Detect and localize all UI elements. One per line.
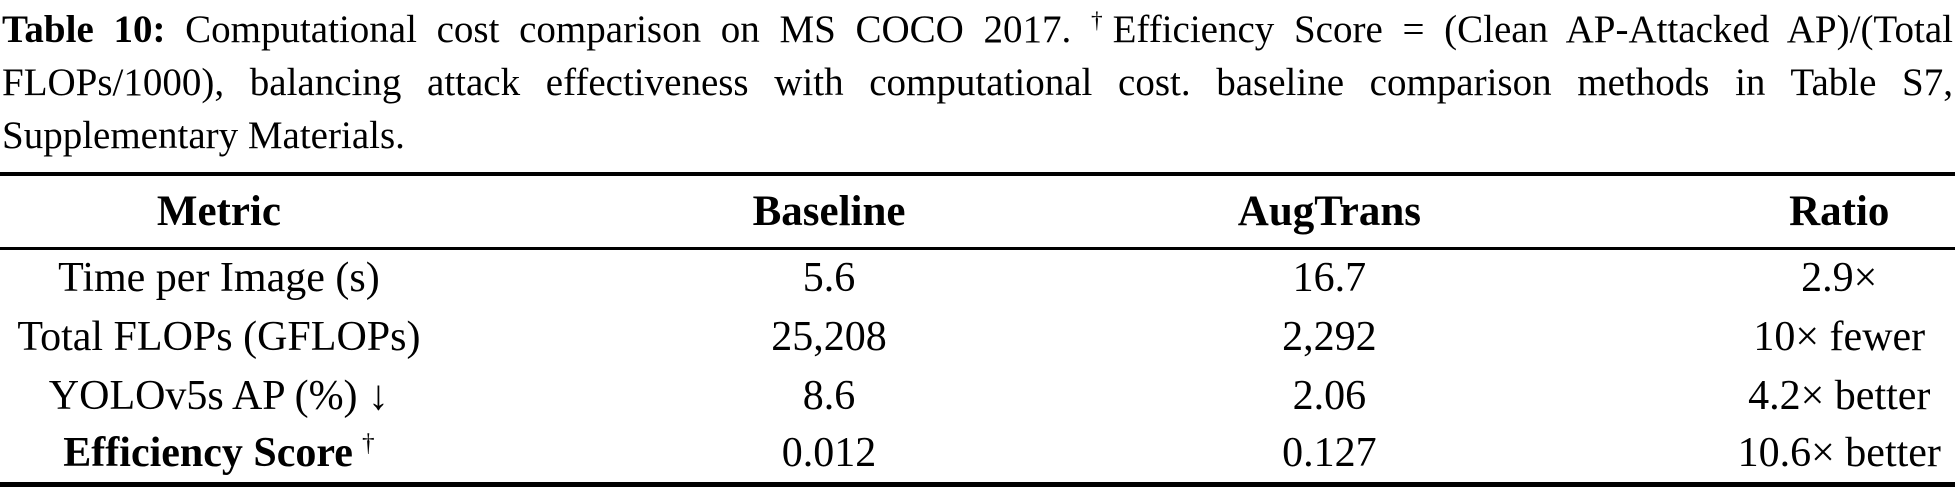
caption-text-before-dagger: Computational cost comparison on MS COCO 2017. <box>185 8 1072 51</box>
augtrans-cell: 16.7 <box>1292 255 1367 302</box>
baseline-cell: 8.6 <box>802 372 856 419</box>
computational-cost-table <box>0 172 1955 487</box>
column-header-baseline: Baseline <box>528 174 1075 248</box>
augtrans-cell: 2,292 <box>1282 313 1377 360</box>
baseline-cell: 25,208 <box>771 313 887 360</box>
table-header-row <box>0 174 1955 248</box>
table-caption <box>0 0 1955 162</box>
ratio-cell: 2.9× <box>1801 255 1878 302</box>
metric-cell <box>0 425 528 484</box>
table-row <box>0 248 1955 307</box>
metric-cell <box>0 366 528 425</box>
metric-label: Time per Image (s) <box>58 255 380 302</box>
caption-text-after-dagger: Efficiency Score = (Clean AP-Attacked AP)/(Total FLOPs/1000), balancing attack effectiveness with computational cost. baseline comparison methods in Table S7, Supplementary Materials. <box>2 8 1954 157</box>
baseline-cell: 0.012 <box>781 430 877 477</box>
metric-cell <box>0 307 528 366</box>
table-row <box>0 307 1955 366</box>
augtrans-cell: 2.06 <box>1292 372 1367 419</box>
column-header-ratio: Ratio <box>1584 174 1955 248</box>
table-row <box>0 366 1955 425</box>
table-row <box>0 425 1955 484</box>
metric-label: Total FLOPs (GFLOPs) <box>17 313 421 360</box>
ratio-cell: 10× fewer <box>1753 313 1926 360</box>
augtrans-cell: 0.127 <box>1282 430 1377 477</box>
baseline-cell: 5.6 <box>802 255 856 302</box>
metric-label: Efficiency Score <box>63 430 353 477</box>
metric-cell <box>0 248 528 307</box>
dagger-superscript: † <box>1090 8 1113 34</box>
column-header-metric: Metric <box>0 174 528 248</box>
column-header-augtrans: AugTrans <box>1075 174 1583 248</box>
metric-label: YOLOv5s AP (%) ↓ <box>48 372 390 419</box>
ratio-cell: 4.2× better <box>1748 372 1931 419</box>
caption-label: Table 10: <box>2 8 166 51</box>
dagger-superscript: † <box>361 430 375 458</box>
ratio-cell: 10.6× better <box>1737 430 1941 477</box>
